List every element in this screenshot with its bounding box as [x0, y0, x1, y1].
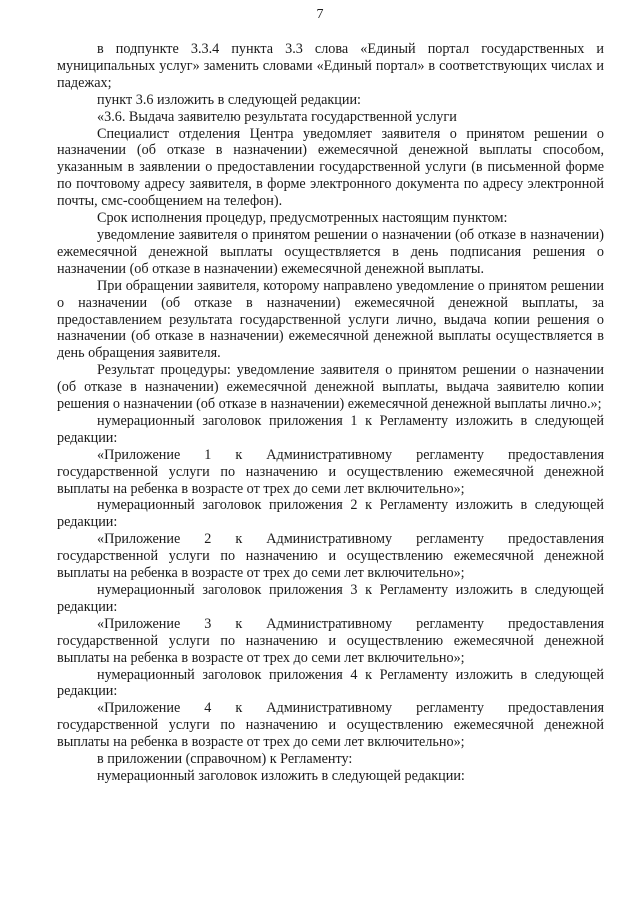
paragraph-specialist-notifies: Специалист отделения Центра уведомляет заявителя о принятом решении о назначении (об отказе в назначении) ежемесячной денежной выплаты способом, указанным в заявлении о предоставлении государственной услуги (в письменной форме по почтовому адресу заявителя, в форме электронного документа по адресу электронной почты, смс-сообщением на телефон). — [57, 125, 604, 210]
paragraph-appendix-2-heading: «Приложение 2 к Административному регламенту предоставления государственной услуги по назначению и осуществлению ежемесячной денежной выплаты на ребенка в возрасте от трех до семи лет включительно»; — [57, 531, 604, 582]
paragraph-numbering-heading-instruction: нумерационный заголовок изложить в следующей редакции: — [97, 767, 465, 784]
paragraph-portal-rename: в подпункте 3.3.4 пункта 3.3 слова «Единый портал государственных и муниципальных услуг» заменить словами «Единый портал» в соответствующих числах и падежах; — [57, 41, 604, 91]
document-body — [57, 41, 604, 785]
paragraph-appendix-1-heading: «Приложение 1 к Административному регламенту предоставления государственной услуги по назначению и осуществлению ежемесячной денежной выплаты на ребенка в возрасте от трех до семи лет включительно»; — [57, 446, 604, 497]
paragraph-appendix-1-instruction: нумерационный заголовок приложения 1 к Регламенту изложить в следующей редакции: — [57, 412, 604, 446]
paragraph-appendix-2-instruction: нумерационный заголовок приложения 2 к Регламенту изложить в следующей редакции: — [57, 497, 604, 531]
paragraph-notification-same-day: уведомление заявителя о принятом решении о назначении (об отказе в назначении) ежемесячной денежной выплаты осуществляется в день подписания решения о назначении (об отказе в назначении) ежемесячной денежной выплаты. — [57, 226, 604, 277]
paragraph-appendix-3-instruction: нумерационный заголовок приложения 3 к Регламенту изложить в следующей редакции: — [57, 582, 604, 615]
paragraph-appendix-4-instruction: нумерационный заголовок приложения 4 к Регламенту изложить в следующей редакции: — [57, 666, 604, 700]
paragraph-personal-request: При обращении заявителя, которому направлено уведомление о принятом решении о назначении (об отказе в назначении) ежемесячной денежной выплаты, за предоставлением результата государственной услуги лично, выдача копии решения о назначении (об отказе в назначении) ежемесячной денежной выплаты осуществляется в день обращения заявителя. — [57, 277, 604, 362]
page-number: 7 — [316, 7, 324, 22]
paragraph-section-3-6-heading: «3.6. Выдача заявителю результата государственной услуги — [97, 108, 457, 125]
paragraph-reference-appendix: в приложении (справочном) к Регламенту: — [97, 751, 353, 768]
paragraph-procedure-result: Результат процедуры: уведомление заявителя о принятом решении о назначении (об отказе в назначении) ежемесячной денежной выплаты, выдача заявителю копии решения о назначении (об отказе в назначении) ежемесячной денежной выплаты лично.»; — [57, 362, 604, 413]
paragraph-procedure-deadline: Срок исполнения процедур, предусмотренных настоящим пунктом: — [97, 210, 508, 227]
paragraph-appendix-3-heading: «Приложение 3 к Административному регламенту предоставления государственной услуги по назначению и осуществлению ежемесячной денежной выплаты на ребенка в возрасте от трех до семи лет включительно»; — [57, 615, 604, 666]
paragraph-appendix-4-heading: «Приложение 4 к Административному регламенту предоставления государственной услуги по назначению и осуществлению ежемесячной денежной выплаты на ребенка в возрасте от трех до семи лет включительно»; — [57, 700, 604, 751]
paragraph-item-3-6-intro: пункт 3.6 изложить в следующей редакции: — [97, 91, 361, 108]
